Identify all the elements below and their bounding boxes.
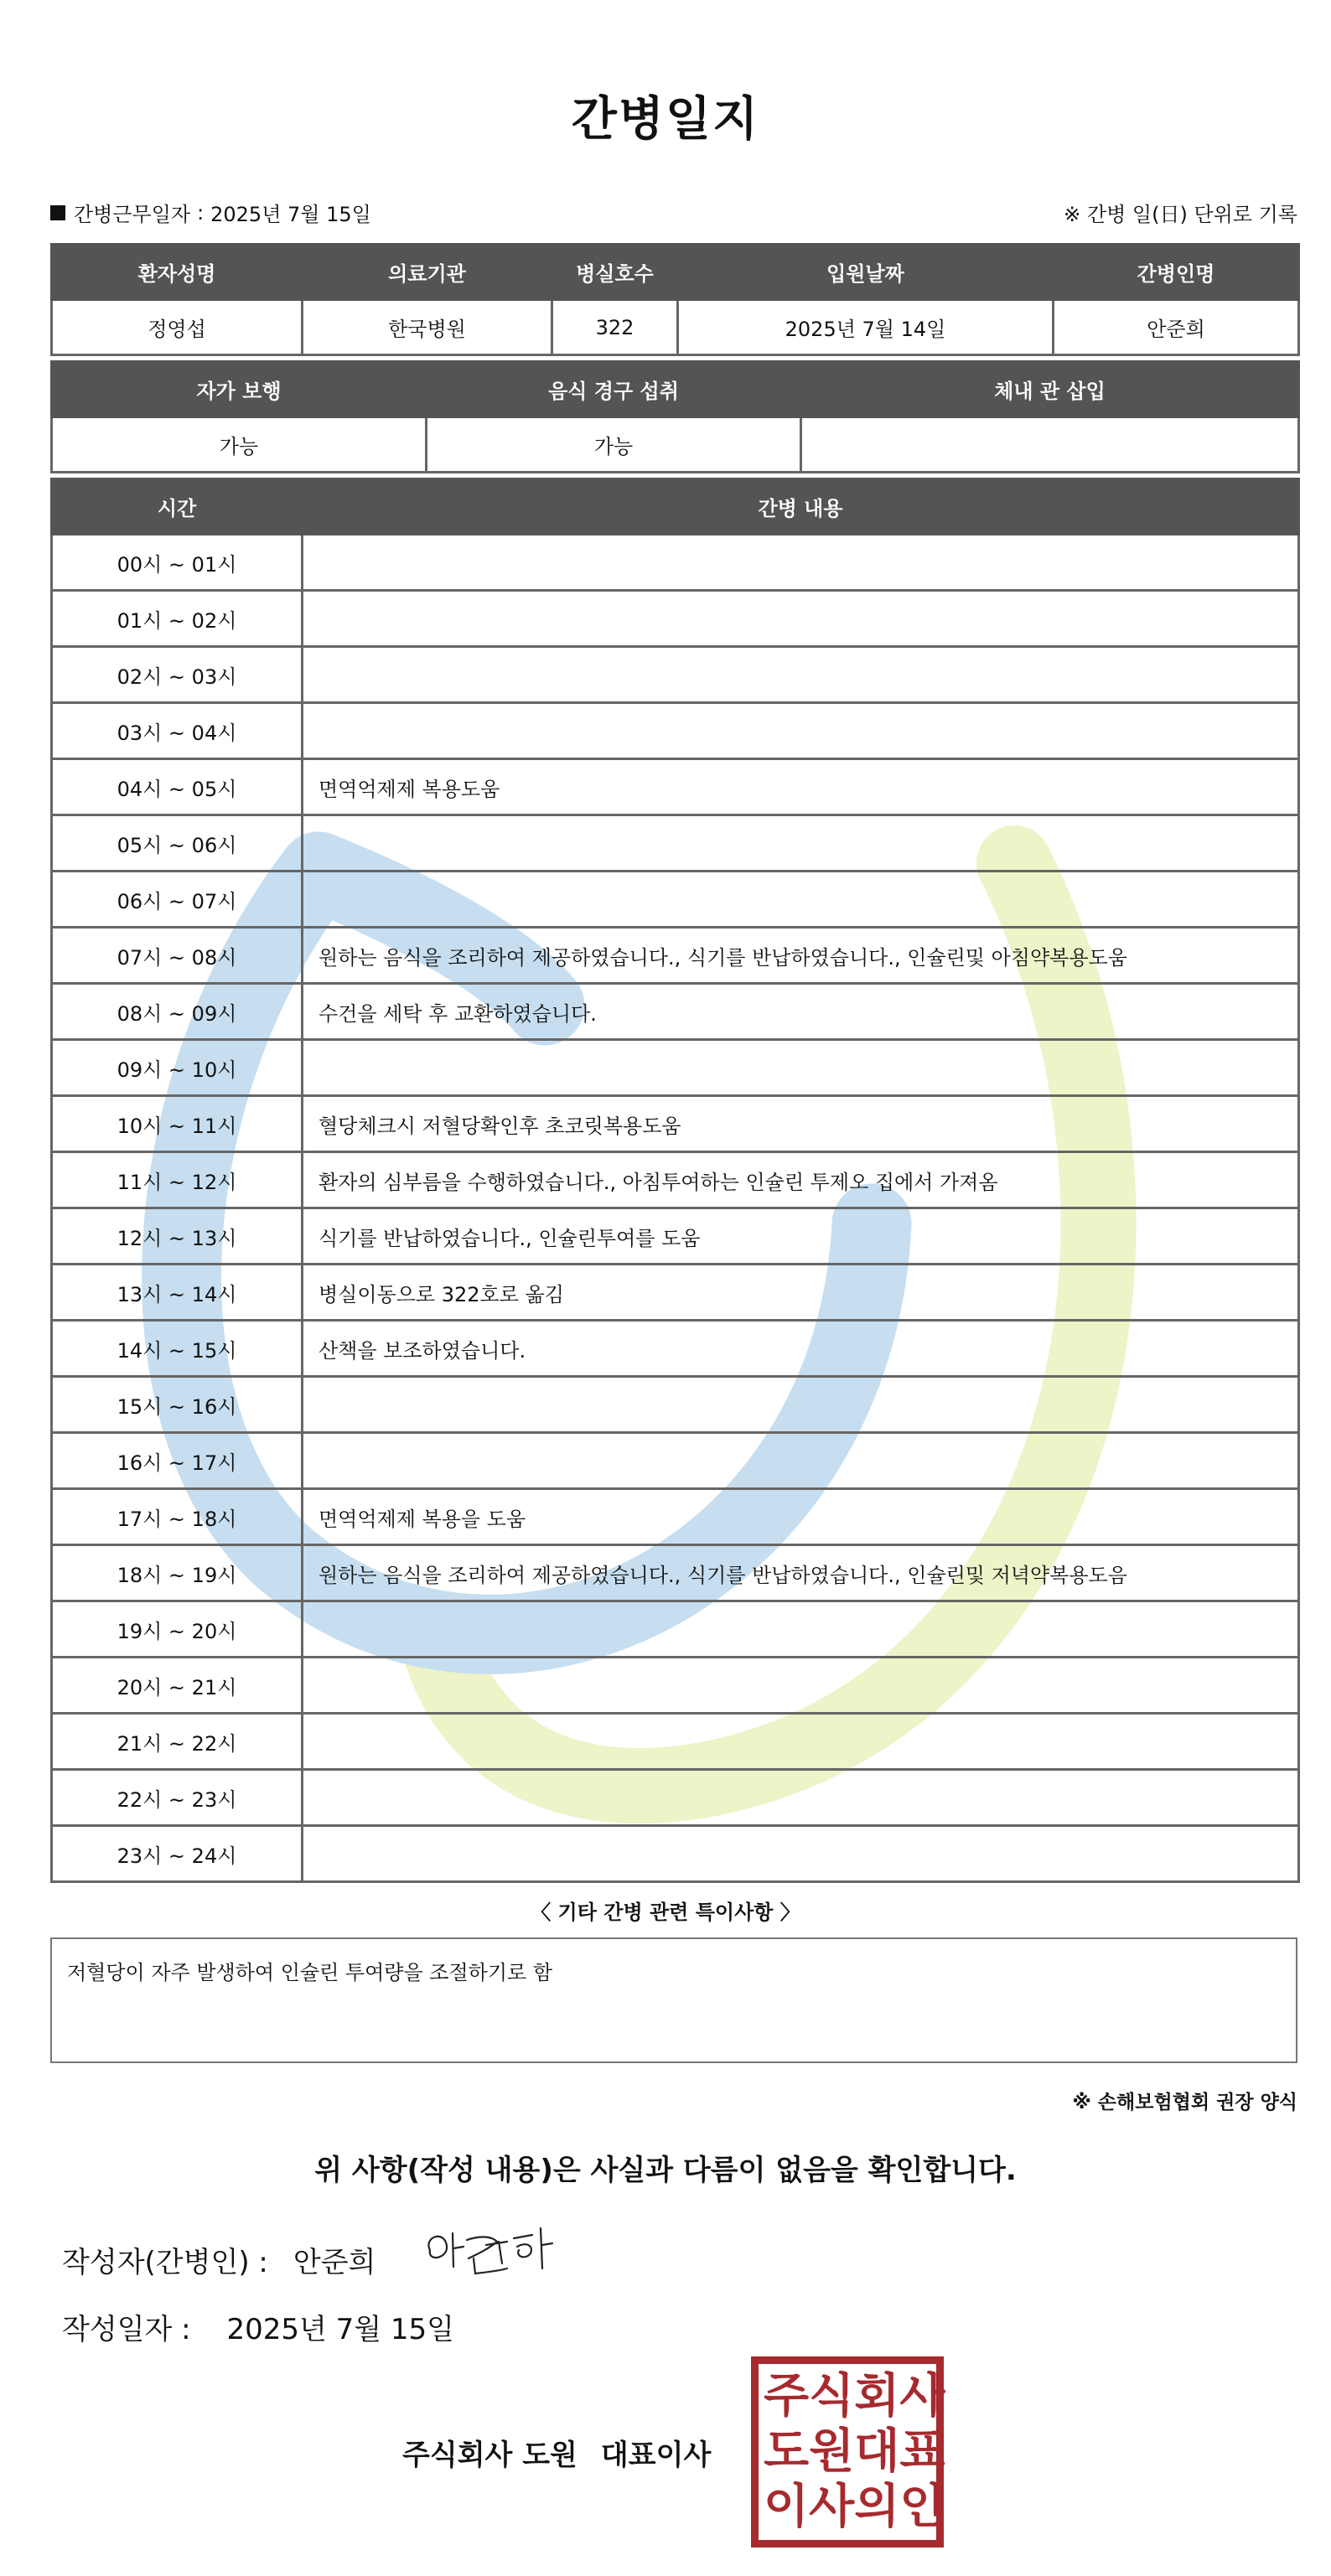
tube-insertion-field[interactable] xyxy=(801,417,1299,473)
care-log-time: 08시 ~ 09시 xyxy=(52,984,303,1040)
seal-characters xyxy=(764,2369,945,2535)
care-log-content-field[interactable] xyxy=(303,1433,1299,1489)
seal-char: 원 xyxy=(809,2424,855,2479)
care-log-time: 07시 ~ 08시 xyxy=(52,928,303,984)
care-log-content-field[interactable] xyxy=(303,1658,1299,1714)
care-log-time: 05시 ~ 06시 xyxy=(52,815,303,872)
care-log-content-field[interactable] xyxy=(303,1377,1299,1433)
caregiver-name-field[interactable]: 안준희 xyxy=(1054,300,1299,355)
written-date-label: 작성일자 : xyxy=(62,2313,191,2346)
care-log-row xyxy=(52,1433,1299,1489)
care-log-row xyxy=(52,535,1299,591)
company-signature xyxy=(402,2432,711,2473)
header-room-number: 병실호수 xyxy=(552,245,678,300)
square-bullet-icon xyxy=(50,205,65,220)
care-log-content-field[interactable]: 수건을 세탁 후 교환하였습니다. xyxy=(303,984,1299,1040)
care-log-time: 16시 ~ 17시 xyxy=(52,1433,303,1489)
care-log-row xyxy=(52,591,1299,647)
care-log-time: 13시 ~ 14시 xyxy=(52,1265,303,1321)
seal-char: 사 xyxy=(899,2369,945,2423)
care-log-time: 03시 ~ 04시 xyxy=(52,703,303,759)
care-log-row xyxy=(52,984,1299,1040)
care-log-row xyxy=(52,1545,1299,1601)
care-log-content-field[interactable]: 병실이동으로 322호로 옮김 xyxy=(303,1265,1299,1321)
seal-char: 주 xyxy=(764,2369,810,2423)
care-log-time: 15시 ~ 16시 xyxy=(52,1377,303,1433)
header-time: 시간 xyxy=(52,479,303,535)
care-log-content-field[interactable] xyxy=(303,1714,1299,1770)
written-date-value: 2025년 7월 15일 xyxy=(226,2313,455,2346)
care-log-time: 20시 ~ 21시 xyxy=(52,1658,303,1714)
care-log-content-field[interactable]: 환자의 심부름을 수행하였습니다., 아침투여하는 인슐린 투제오 집에서 가져옴 xyxy=(303,1152,1299,1208)
seal-char: 식 xyxy=(809,2369,855,2423)
care-log-row xyxy=(52,1321,1299,1377)
care-log-row xyxy=(52,1770,1299,1826)
patient-status-header-row xyxy=(52,362,1299,417)
care-log-time: 09시 ~ 10시 xyxy=(52,1040,303,1096)
care-log-row xyxy=(52,1040,1299,1096)
work-date-value: 2025년 7월 15일 xyxy=(210,203,371,226)
care-log-content-field[interactable] xyxy=(303,591,1299,647)
care-log-row xyxy=(52,1208,1299,1265)
care-log-content-field[interactable] xyxy=(303,703,1299,759)
seal-char: 대 xyxy=(854,2424,900,2479)
care-log-content-field[interactable] xyxy=(303,1040,1299,1096)
care-log-row xyxy=(52,703,1299,759)
patient-info-value-row xyxy=(52,300,1299,355)
care-log-content-field[interactable]: 산책을 보조하였습니다. xyxy=(303,1321,1299,1377)
company-seal-stamp xyxy=(751,2356,944,2548)
care-log-time: 21시 ~ 22시 xyxy=(52,1714,303,1770)
care-log-content-field[interactable]: 혈당체크시 저혈당확인후 초코릿복용도움 xyxy=(303,1096,1299,1152)
patient-info-table xyxy=(50,243,1300,356)
care-log-time: 06시 ~ 07시 xyxy=(52,872,303,928)
patient-name-field[interactable]: 정영섭 xyxy=(52,300,303,355)
admission-date-field[interactable]: 2025년 7월 14일 xyxy=(678,300,1054,355)
care-log-row xyxy=(52,1601,1299,1658)
care-log-row xyxy=(52,1377,1299,1433)
care-log-content-field[interactable] xyxy=(303,647,1299,703)
writer-name: 안준희 xyxy=(293,2246,376,2279)
care-log-content-field[interactable] xyxy=(303,872,1299,928)
patient-status-value-row xyxy=(52,417,1299,473)
care-log-content-field[interactable] xyxy=(303,1826,1299,1882)
care-log-time: 00시 ~ 01시 xyxy=(52,535,303,591)
header-self-walking: 자가 보행 xyxy=(52,362,427,417)
company-role: 대표이사 xyxy=(600,2439,712,2472)
oral-intake-field[interactable]: 가능 xyxy=(427,417,801,473)
care-log-time: 22시 ~ 23시 xyxy=(52,1770,303,1826)
care-log-body xyxy=(52,535,1299,1882)
patient-info-header-row xyxy=(52,245,1299,300)
patient-status-table xyxy=(50,360,1300,473)
care-log-time: 04시 ~ 05시 xyxy=(52,759,303,815)
care-log-content-field[interactable]: 면역억제제 복용도움 xyxy=(303,759,1299,815)
care-log-time: 19시 ~ 20시 xyxy=(52,1601,303,1658)
care-log-content-field[interactable] xyxy=(303,1601,1299,1658)
care-log-row xyxy=(52,1152,1299,1208)
care-log-content-field[interactable]: 원하는 음식을 조리하여 제공하였습니다., 식기를 반납하였습니다., 인슐린및 저녁약복용도음 xyxy=(303,1545,1299,1601)
writer-label: 작성자(간병인) : xyxy=(62,2246,268,2279)
header-oral-intake: 음식 경구 섭취 xyxy=(427,362,801,417)
care-log-time: 23시 ~ 24시 xyxy=(52,1826,303,1882)
seal-char: 사 xyxy=(809,2480,855,2534)
care-log-content-field[interactable]: 원하는 음식을 조리하여 제공하였습니다., 식기를 반납하였습니다., 인슐린및 아침약복용도움 xyxy=(303,928,1299,984)
care-log-table xyxy=(50,478,1300,1883)
care-log-time: 02시 ~ 03시 xyxy=(52,647,303,703)
work-date-sep: : xyxy=(197,200,205,225)
care-log-row xyxy=(52,928,1299,984)
work-date-label: 간병근무일자 xyxy=(74,203,191,226)
self-walking-field[interactable]: 가능 xyxy=(52,417,427,473)
care-log-time: 10시 ~ 11시 xyxy=(52,1096,303,1152)
document-title: 간병일지 xyxy=(571,92,760,147)
header-admission-date: 입원날짜 xyxy=(678,245,1054,300)
care-log-row xyxy=(52,1489,1299,1545)
work-date-row xyxy=(50,198,1297,226)
special-notes-field[interactable]: 저혈당이 자주 발생하여 인슐린 투여량을 조절하기로 함 xyxy=(50,1937,1297,2063)
care-log-row xyxy=(52,1658,1299,1714)
header-tube-insertion: 체내 관 삽입 xyxy=(801,362,1299,417)
care-log-content-field[interactable]: 식기를 반납하였습니다., 인슐린투여를 도움 xyxy=(303,1208,1299,1265)
recommendation-note: ※ 손해보험협회 권장 양식 xyxy=(1072,2092,1297,2113)
header-hospital: 의료기관 xyxy=(303,245,552,300)
care-log-row xyxy=(52,1826,1299,1882)
header-caregiver-name: 간병인명 xyxy=(1054,245,1299,300)
room-number-field[interactable]: 322 xyxy=(552,300,678,355)
seal-char: 인 xyxy=(899,2480,945,2534)
care-log-time: 11시 ~ 12시 xyxy=(52,1152,303,1208)
care-log-row xyxy=(52,647,1299,703)
special-notes-title: 〈 기타 간병 관련 특이사항 〉 xyxy=(531,1901,800,1924)
care-log-time: 12시 ~ 13시 xyxy=(52,1208,303,1265)
seal-char: 의 xyxy=(854,2480,900,2534)
care-log-header-row xyxy=(52,479,1299,535)
care-log-row xyxy=(52,872,1299,928)
care-log-content-field[interactable] xyxy=(303,535,1299,591)
header-patient-name: 환자성명 xyxy=(52,245,303,300)
care-log-time: 01시 ~ 02시 xyxy=(52,591,303,647)
seal-char: 이 xyxy=(764,2480,810,2534)
company-name: 주식회사 도원 xyxy=(402,2439,577,2472)
care-log-content-field[interactable]: 면역억제제 복용을 도움 xyxy=(303,1489,1299,1545)
care-log-row xyxy=(52,1714,1299,1770)
care-log-time: 17시 ~ 18시 xyxy=(52,1489,303,1545)
seal-char: 도 xyxy=(764,2424,810,2479)
unit-note: ※ 간병 일(日) 단위로 기록 xyxy=(1064,203,1297,226)
care-log-content-field[interactable] xyxy=(303,815,1299,872)
seal-char: 회 xyxy=(854,2369,900,2423)
written-date-line xyxy=(62,2306,454,2347)
seal-char: 표 xyxy=(899,2424,945,2479)
care-log-row xyxy=(52,815,1299,872)
writer-line xyxy=(62,2239,375,2280)
care-log-time: 14시 ~ 15시 xyxy=(52,1321,303,1377)
care-log-row xyxy=(52,1265,1299,1321)
care-log-row xyxy=(52,759,1299,815)
header-care-content: 간병 내용 xyxy=(303,479,1299,535)
hospital-field[interactable]: 한국병원 xyxy=(303,300,552,355)
confirmation-statement: 위 사항(작성 내용)은 사실과 다름이 없음을 확인합니다. xyxy=(314,2154,1017,2187)
care-log-row xyxy=(52,1096,1299,1152)
handwritten-signature xyxy=(415,2216,566,2284)
care-log-time: 18시 ~ 19시 xyxy=(52,1545,303,1601)
care-log-content-field[interactable] xyxy=(303,1770,1299,1826)
